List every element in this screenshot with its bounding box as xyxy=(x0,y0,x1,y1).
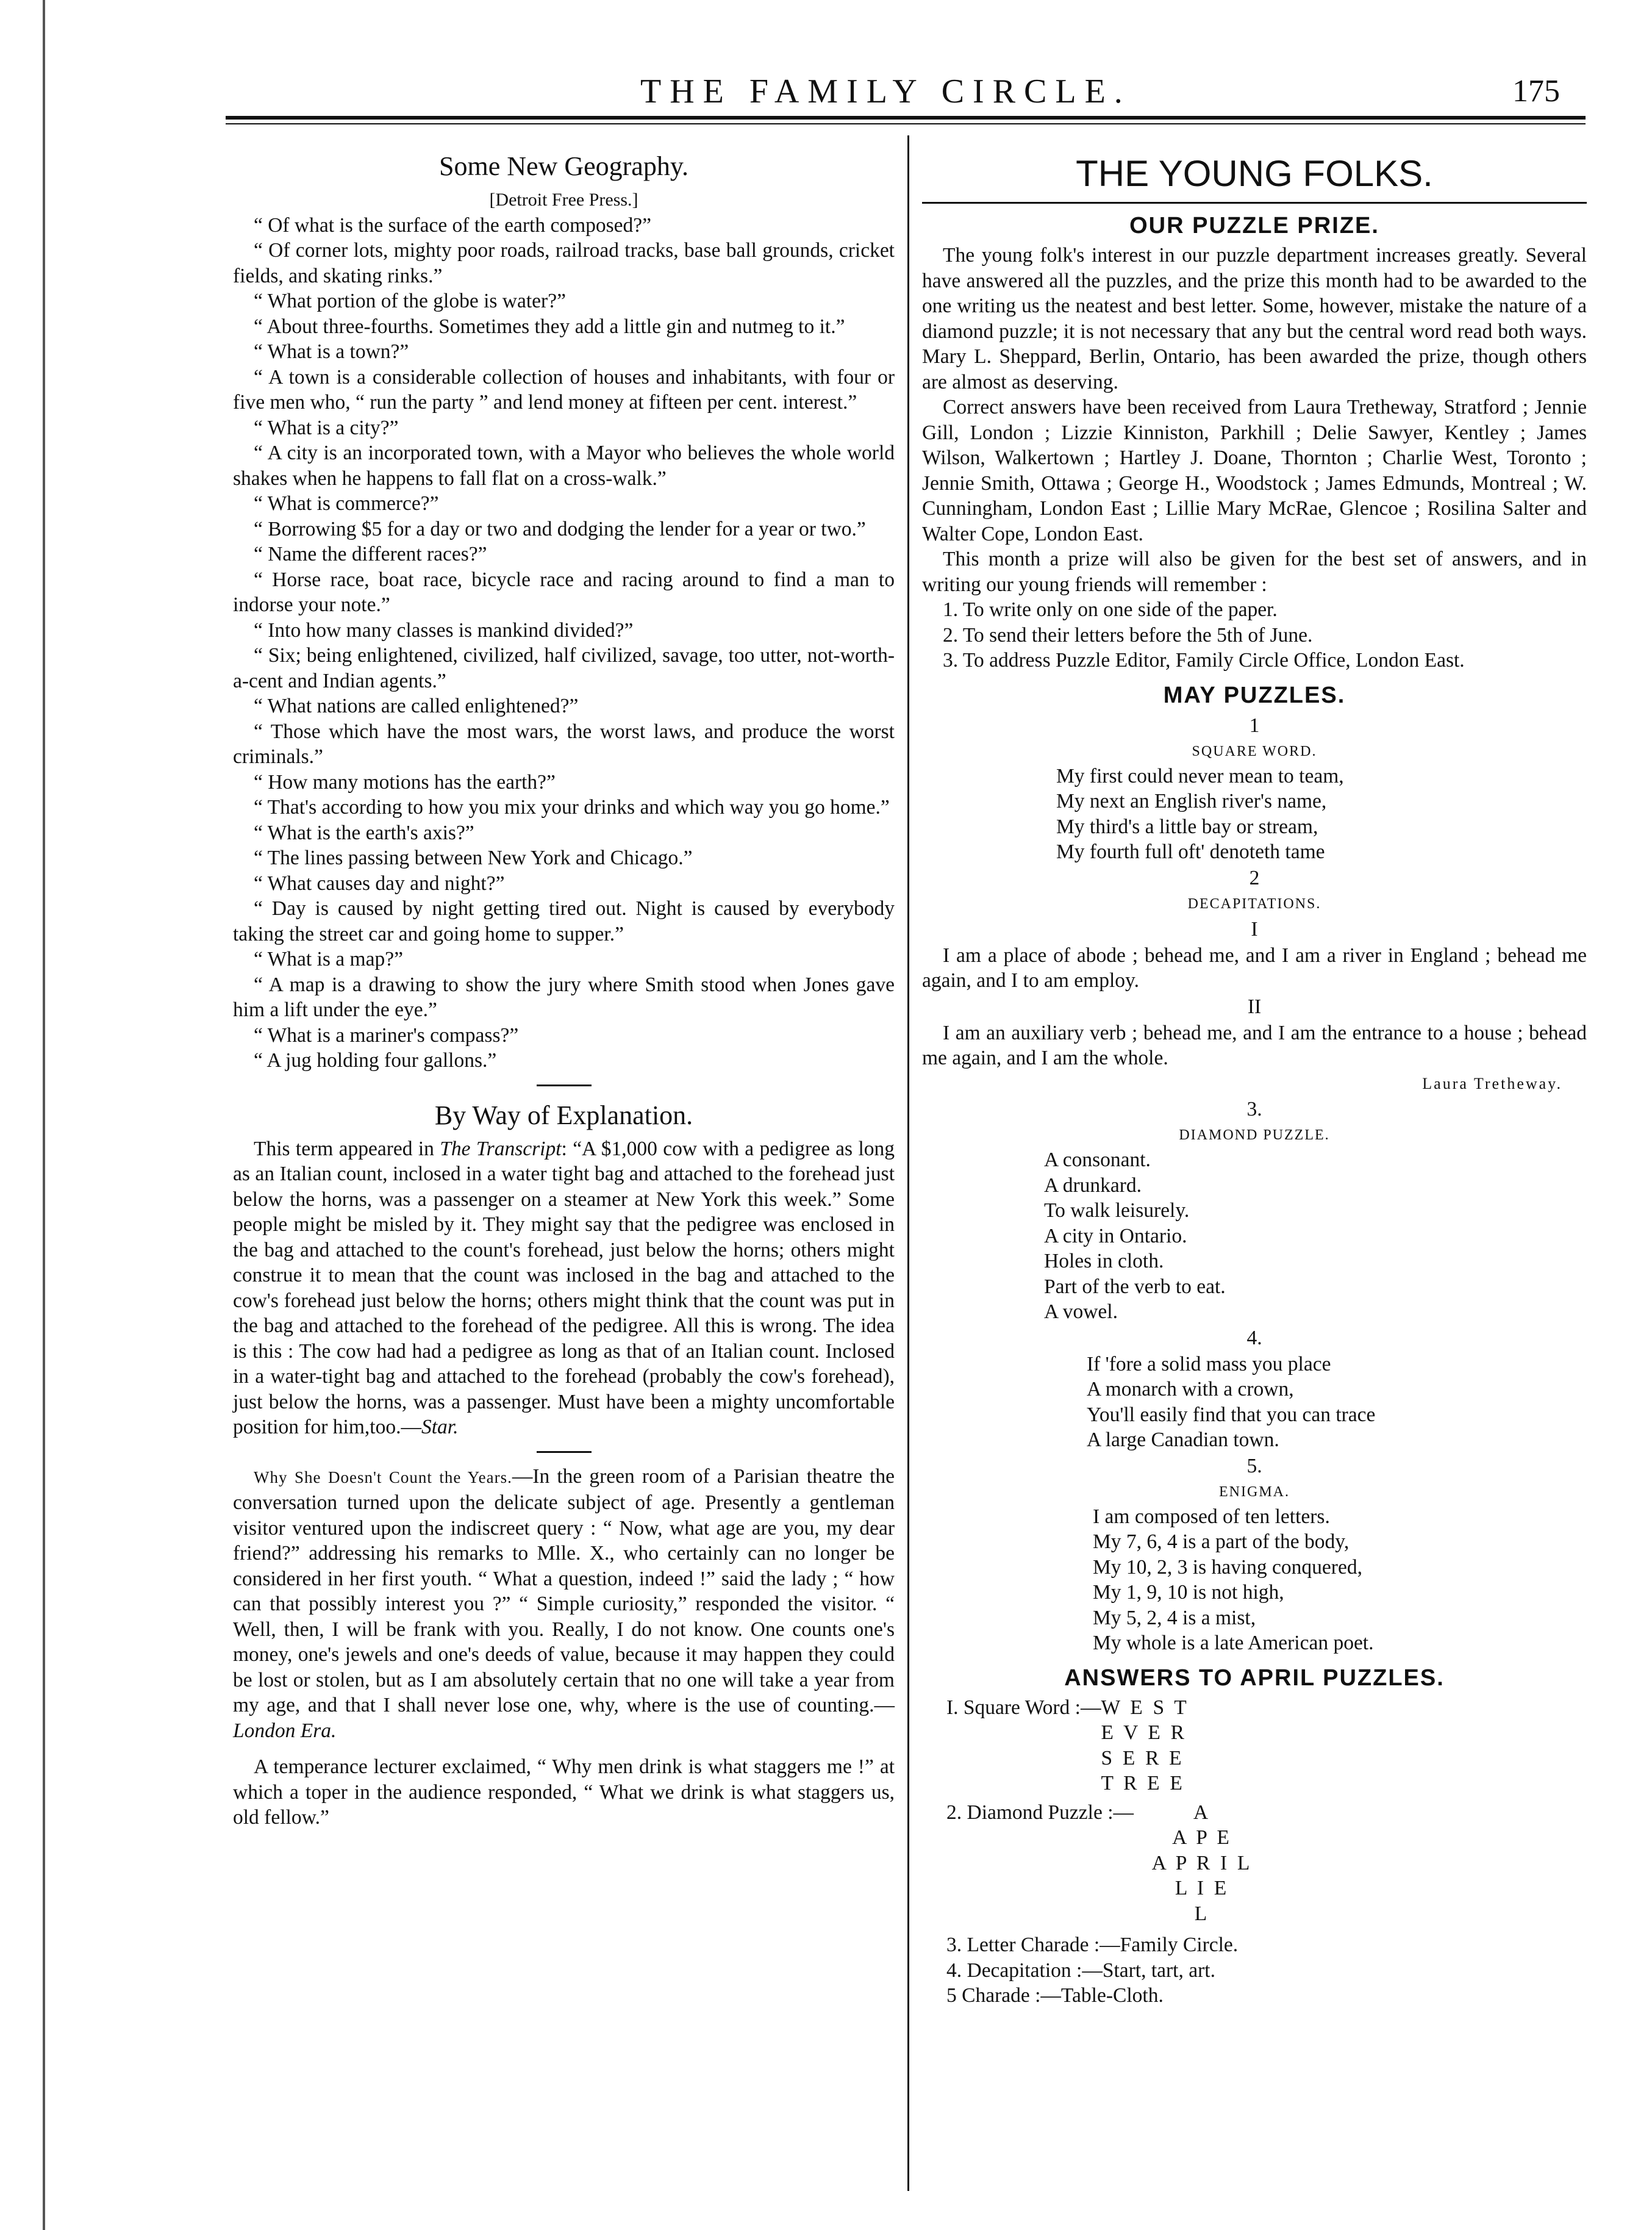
puzzle-number-5: 5. xyxy=(1246,1454,1262,1477)
geography-paragraph: “ Borrowing $5 for a day or two and dodging the lender for a year or two.” xyxy=(254,517,866,540)
square-answer-grid xyxy=(1101,1695,1186,1796)
article-source: [Detroit Free Press.] xyxy=(489,190,638,210)
article-title-geography: Some New Geography. xyxy=(439,151,688,181)
grid-row: T R E E xyxy=(1101,1772,1182,1794)
prize-title: OUR PUZZLE PRIZE. xyxy=(1129,213,1379,238)
prize-rules xyxy=(922,597,1587,673)
geography-paragraph: “ What portion of the globe is water?” xyxy=(254,290,566,312)
prize-paragraph-3: This month a prize will also be given for the best set of answers, and in writing our young friends will remember : xyxy=(922,548,1587,596)
diamond-clue: A city in Ontario. xyxy=(1044,1224,1187,1247)
grid-row: A P R I L xyxy=(1151,1851,1250,1874)
verse-line: A monarch with a crown, xyxy=(1087,1378,1294,1400)
geography-paragraph: “ What is the earth's axis?” xyxy=(254,821,474,844)
prize-rule: 1. To write only on one side of the paper. xyxy=(943,598,1278,621)
years-credit: London Era. xyxy=(233,1719,337,1742)
geography-paragraph: “ What is a town?” xyxy=(254,340,409,363)
answer-4: 4. Decapitation :—Start, tart, art. xyxy=(946,1959,1215,1982)
geography-paragraph: “ A jug holding four gallons.” xyxy=(254,1049,497,1072)
puzzle-number-4: 4. xyxy=(1246,1326,1262,1349)
enigma-line: My 1, 9, 10 is not high, xyxy=(1093,1581,1284,1604)
grid-row: A P E xyxy=(1172,1826,1229,1849)
geography-paragraph: “ A city is an incorporated town, with a Mayor who believes the whole world shakes when he happens to fall flat on a cross-walk.” xyxy=(233,442,895,490)
right-column xyxy=(922,137,1587,2009)
page-header xyxy=(0,0,1652,128)
geography-body xyxy=(233,213,895,1074)
page-number: 175 xyxy=(1512,74,1560,109)
geography-paragraph: “ Horse race, boat race, bicycle race and racing around to find a man to indorse your note.” xyxy=(233,568,895,616)
divider-rule xyxy=(537,1085,592,1086)
grid-row: L xyxy=(1194,1902,1207,1925)
geography-paragraph: “ Those which have the most wars, the worst laws, and produce the worst criminals.” xyxy=(233,720,895,768)
geography-paragraph: “ The lines passing between New York and Chicago.” xyxy=(254,847,693,869)
enigma-line: My 10, 2, 3 is having conquered, xyxy=(1093,1555,1362,1579)
geography-paragraph: “ What nations are called enlightened?” xyxy=(254,695,579,717)
diamond-answer-grid xyxy=(1121,1800,1280,1927)
geography-paragraph: “ What is a map?” xyxy=(254,948,403,970)
verse-line: My next an English river's name, xyxy=(1056,790,1327,812)
answer-1-label: I. Square Word :— xyxy=(946,1696,1101,1719)
binding-edge xyxy=(43,0,45,2230)
verse-line: My fourth full oft' denoteth tame xyxy=(1056,841,1325,863)
grid-row: E V E R xyxy=(1101,1721,1184,1744)
prize-rule: 2. To send their letters before the 5th of June. xyxy=(943,623,1313,647)
prize-paragraph-1: The young folk's interest in our puzzle department increases greatly. Several have answered all the puzzles, and the prize this month had to be awarded to the one writing us the neatest and best letter. Some, however, mistake the nature of a diamond puzzle; it is not necessary that any but the central word read both ways. Mary L. Sheppard, Berlin, Ontario, has been awarded the prize, though others are almost as deserving. xyxy=(922,244,1587,393)
may-puzzles-title: MAY PUZZLES. xyxy=(1163,682,1346,708)
temperance-paragraph: A temperance lecturer exclaimed, “ Why men drink is what staggers me !” at which a toper in the audience responded, “ What we drink is what staggers us, old fellow.” xyxy=(233,1755,895,1829)
grid-row: L I E xyxy=(1175,1877,1227,1899)
decap-1: I am a place of abode ; behead me, and I am a river in England ; behead me again, and I to am employ. xyxy=(922,944,1587,992)
verse-line: You'll easily find that you can trace xyxy=(1087,1403,1376,1426)
explanation-text: This term appeared in xyxy=(254,1137,440,1160)
years-title: Why She Doesn't Count the Years. xyxy=(254,1468,512,1486)
decap-2: I am an auxiliary verb ; behead me, and I am the entrance to a house ; behead me again, and I am the whole. xyxy=(922,1021,1587,1069)
roman-one: I xyxy=(1251,917,1258,941)
diamond-clues xyxy=(1044,1147,1587,1325)
years-paragraph xyxy=(233,1464,895,1744)
years-text: —In the green room of a Parisian theatre the conversation turned upon the delicate subject of age. Presently a gentleman visitor ventured upon the indiscreet query : “ Now, what age are you, my dear friend?” addressing his remarks to Mlle. X., who certainly can no longer be considered in her first youth. “ What a question, indeed !” said the lady ; “ how can that possibly interest you ?” “ Simple curiosity,” responded the visitor. “ Well, then, I will be frank with you. Really, I do not know. One counts one's money, one's jewels and one's deeds of value, because it may happen they could be lost or stolen, but as I am absolutely certain that no one will take a year from my age, and that I shall never lose one, why, where is the use of counting.— xyxy=(233,1465,895,1716)
geography-paragraph: “ That's according to how you mix your drinks and which way you go home.” xyxy=(254,796,890,819)
puzzle-label-square: SQUARE WORD. xyxy=(1192,743,1317,759)
geography-paragraph: “ What is commerce?” xyxy=(254,492,439,515)
answers-title: ANSWERS TO APRIL PUZZLES. xyxy=(1064,1665,1445,1691)
answer-2-label: 2. Diamond Puzzle :— xyxy=(946,1801,1134,1824)
grid-row: A xyxy=(1193,1801,1209,1824)
enigma-line: I am composed of ten letters. xyxy=(1093,1505,1330,1528)
header-rule-thin xyxy=(226,123,1586,124)
puzzle-label-decap: DECAPITATIONS. xyxy=(1187,895,1321,912)
grid-row: W E S T xyxy=(1101,1696,1187,1719)
source-name: The Transcript xyxy=(440,1137,562,1160)
geography-paragraph: “ Day is caused by night getting tired out. Night is caused by everybody taking the street car and going home to supper.” xyxy=(233,897,895,945)
signature: Laura Tretheway. xyxy=(1422,1074,1562,1092)
geography-paragraph: “ What is a city?” xyxy=(254,416,399,439)
section-rule xyxy=(922,202,1587,204)
grid-row: S E R E xyxy=(1101,1746,1182,1769)
geography-paragraph: “ Into how many classes is mankind divided?” xyxy=(254,618,634,642)
enigma-line: My whole is a late American poet. xyxy=(1093,1632,1374,1654)
puzzle-number-2: 2 xyxy=(1249,866,1260,889)
geography-paragraph: “ Of what is the surface of the earth composed?” xyxy=(254,213,652,237)
geography-paragraph: “ Of corner lots, mighty poor roads, railroad tracks, base ball grounds, cricket fields, and skating rinks.” xyxy=(233,239,895,287)
verse-line: If 'fore a solid mass you place xyxy=(1087,1352,1331,1375)
enigma-lines xyxy=(1093,1504,1587,1656)
explanation-credit: Star. xyxy=(421,1416,459,1438)
diamond-clue: To walk leisurely. xyxy=(1044,1199,1190,1222)
running-title: THE FAMILY CIRCLE. xyxy=(640,73,1131,110)
enigma-line: My 7, 6, 4 is a part of the body, xyxy=(1093,1530,1350,1553)
answer-3: 3. Letter Charade :—Family Circle. xyxy=(946,1934,1239,1956)
prize-paragraph-2: Correct answers have been received from Laura Tretheway, Stratford ; Jennie Gill, London ; Lizzie Kinniston, Parkhill ; Delie Sawyer, Kentley ; James Wilson, Walkertown ; Hartley J. Doane, Thornton ; Charlie West, Toronto ; Jennie Smith, Ottawa ; George H., Woodstock ; James Edmunds, Montreal ; W. Cunningham, London East ; Lillie Mary McRae, Glencoe ; Rosilina Salter and Walter Cope, London East. xyxy=(922,396,1587,545)
answer-5: 5 Charade :—Table-Cloth. xyxy=(946,1984,1164,2007)
section-title: THE YOUNG FOLKS. xyxy=(1076,153,1433,194)
verse-line: A large Canadian town. xyxy=(1087,1429,1279,1451)
geography-paragraph: “ About three-fourths. Sometimes they add a little gin and nutmeg to it.” xyxy=(254,315,845,338)
geography-paragraph: “ How many motions has the earth?” xyxy=(254,770,556,794)
geography-paragraph: “ What causes day and night?” xyxy=(254,872,505,895)
explanation-text-2: : “A $1,000 cow with a pedigree as long as an Italian count, inclosed in a water tight bag and attached to the forehead just below the horns, was a passenger on a steamer at New York this week.” Some people might be misled by it. They might say that the pedigree was enclosed in the bag and attached to the count's forehead, just below the horns; others might construe it to mean that the count was inclosed in the bag and attached to the cow's forehead just below the horns; others might think that the count was put in the bag and attached to the forehead of the pedigree. All this is wrong. The idea is this : The cow had had a pedigree as long as that of an Italian count. Inclosed in a water-tight bag and attached to the forehead (probably the cow's forehead), just below the horns, was a passenger. Must have been a mighty uncomfortable position for him,too.— xyxy=(233,1137,895,1438)
article-title-explanation: By Way of Explanation. xyxy=(434,1100,693,1130)
prize-rule: 3. To address Puzzle Editor, Family Circle Office, London East. xyxy=(943,649,1465,672)
divider-rule-2 xyxy=(537,1451,592,1453)
answers-block xyxy=(946,1695,1587,2009)
diamond-clue: A consonant. xyxy=(1044,1149,1151,1171)
header-rule xyxy=(226,116,1586,120)
diamond-clue: A vowel. xyxy=(1044,1300,1118,1323)
puzzle-label-enigma: ENIGMA. xyxy=(1219,1483,1290,1500)
diamond-clue: Holes in cloth. xyxy=(1044,1250,1164,1272)
diamond-clue: Part of the verb to eat. xyxy=(1044,1275,1226,1298)
diamond-clue: A drunkard. xyxy=(1044,1174,1142,1197)
geography-paragraph: “ Six; being enlightened, civilized, half civilized, savage, too utter, not-worth-a-cent and Indian agents.” xyxy=(233,644,895,692)
roman-two: II xyxy=(1247,995,1262,1018)
verse-line: My third's a little bay or stream, xyxy=(1056,815,1318,838)
puzzle-label-diamond: DIAMOND PUZZLE. xyxy=(1179,1127,1330,1143)
puzzle-4-verse xyxy=(1087,1352,1587,1453)
column-divider xyxy=(907,135,909,2191)
left-column xyxy=(233,137,895,1830)
geography-paragraph: “ Name the different races?” xyxy=(254,543,487,565)
geography-paragraph: “ What is a mariner's compass?” xyxy=(254,1024,519,1047)
puzzle-number-1: 1 xyxy=(1249,714,1260,737)
explanation-paragraph xyxy=(233,1136,895,1440)
puzzle-number-3: 3. xyxy=(1246,1098,1262,1120)
geography-paragraph: “ A town is a considerable collection of houses and inhabitants, with four or five men who, “ run the party ” and lend money at fifteen per cent. interest.” xyxy=(233,365,895,414)
square-word-verse xyxy=(1056,764,1587,865)
enigma-line: My 5, 2, 4 is a mist, xyxy=(1093,1606,1256,1629)
geography-paragraph: “ A map is a drawing to show the jury where Smith stood when Jones gave him a lift under the eye.” xyxy=(233,973,895,1021)
verse-line: My first could never mean to team, xyxy=(1056,764,1344,787)
